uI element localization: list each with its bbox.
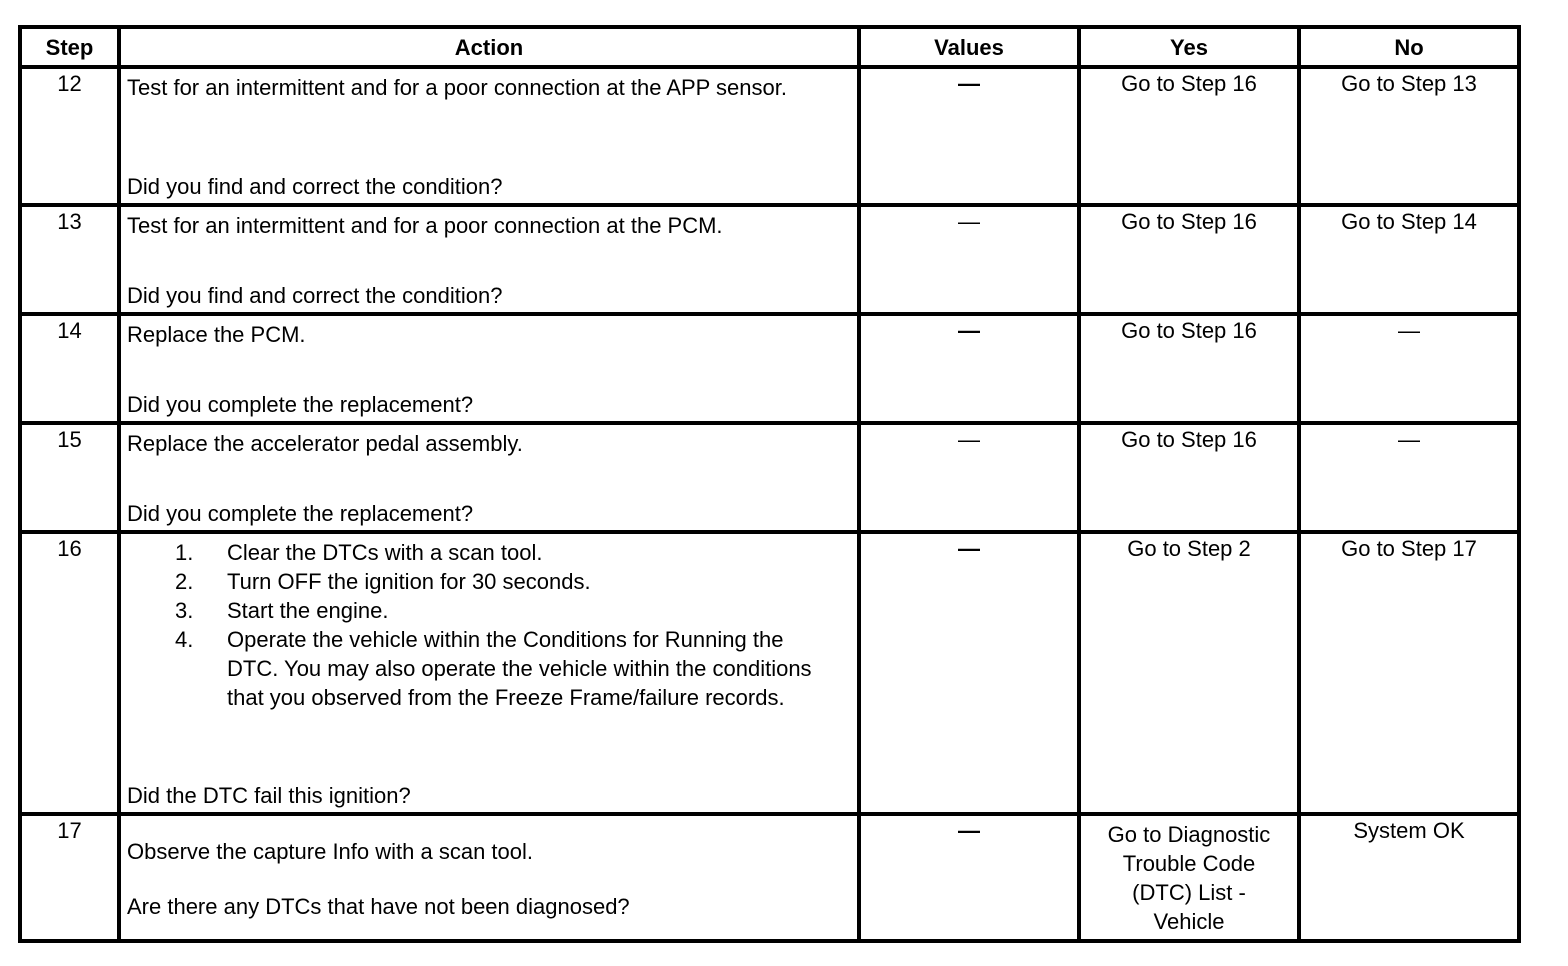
no-cell: Go to Step 14 [1299,205,1519,314]
yes-line: Go to Diagnostic [1107,821,1271,847]
action-cell [119,423,859,532]
yes-cell: Go to Step 16 [1079,67,1299,205]
yes-line: (DTC) List - [1132,879,1246,905]
step-number: 12 [20,67,119,205]
step-number: 14 [20,314,119,423]
header-action: Action [119,27,859,67]
action-question: Did you complete the replacement? [127,501,474,526]
action-text: Test for an intermittent and for a poor connection at the PCM. [127,213,723,238]
list-item-number: 1. [175,540,194,565]
list-item [175,567,851,596]
header-yes: Yes [1079,27,1299,67]
list-item-number: 3. [175,598,194,623]
action-question: Did the DTC fail this ignition? [127,783,411,808]
table-row-step-15 [20,423,1519,532]
list-item [175,625,851,712]
action-text: Observe the capture Info with a scan tool. [127,838,534,864]
action-text: Replace the accelerator pedal assembly. [127,431,523,456]
table-row-step-13 [20,205,1519,314]
list-item-text: Turn OFF the ignition for 30 seconds. [227,569,591,594]
list-item-number: 4. [175,627,194,652]
no-cell: Go to Step 17 [1299,532,1519,814]
action-question: Are there any DTCs that have not been diagnosed? [127,893,630,919]
header-row [20,27,1519,67]
list-item [175,596,851,625]
values-cell: — [859,67,1079,205]
yes-cell: Go to Step 16 [1079,314,1299,423]
yes-cell: Go to Step 16 [1079,205,1299,314]
table-row-step-17 [20,814,1519,941]
step-number: 13 [20,205,119,314]
yes-cell: Go to Step 16 [1079,423,1299,532]
header-no: No [1299,27,1519,67]
action-text: Replace the PCM. [127,322,306,347]
yes-cell [1079,814,1299,941]
no-cell: System OK [1299,814,1519,941]
diagnostic-table [18,25,1521,943]
action-step-list [127,538,851,712]
action-cell [119,314,859,423]
no-cell: — [1299,423,1519,532]
step-number: 16 [20,532,119,814]
step-number: 17 [20,814,119,941]
yes-line: Trouble Code [1122,850,1256,876]
table-row-step-14 [20,314,1519,423]
action-cell [119,532,859,814]
action-cell [119,814,859,941]
action-cell [119,67,859,205]
action-text: Test for an intermittent and for a poor connection at the APP sensor. [127,75,787,100]
action-question: Did you find and correct the condition? [127,283,503,308]
values-cell: — [859,423,1079,532]
yes-cell: Go to Step 2 [1079,532,1299,814]
action-cell [119,205,859,314]
yes-line: Vehicle [1153,908,1225,934]
values-cell: — [859,532,1079,814]
table-row-step-16 [20,532,1519,814]
list-item-text: Operate the vehicle within the Conditions for Running the DTC. You may also operate the vehicle within the conditions that you observed from the Freeze Frame/failure records. [227,627,812,710]
no-cell: Go to Step 13 [1299,67,1519,205]
list-item-text: Start the engine. [227,598,389,623]
values-cell: — [859,205,1079,314]
diagnostic-table-container [18,25,1521,943]
values-cell: — [859,814,1079,941]
header-step: Step [20,27,119,67]
no-cell: — [1299,314,1519,423]
action-question: Did you find and correct the condition? [127,174,503,199]
step-number: 15 [20,423,119,532]
table-row-step-12 [20,67,1519,205]
action-question: Did you complete the replacement? [127,392,474,417]
list-item-number: 2. [175,569,194,594]
list-item [175,538,851,567]
header-values: Values [859,27,1079,67]
values-cell: — [859,314,1079,423]
list-item-text: Clear the DTCs with a scan tool. [227,540,543,565]
